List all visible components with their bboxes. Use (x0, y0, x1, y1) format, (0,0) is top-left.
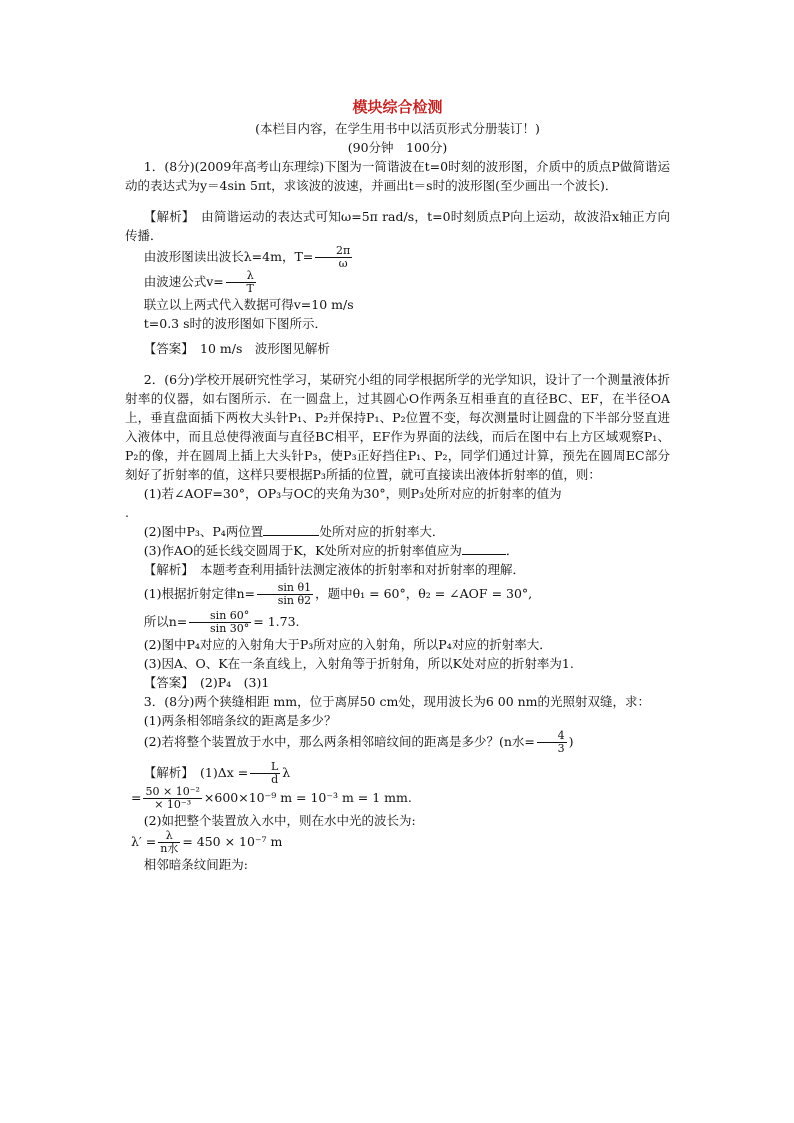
q2-sub2 (125, 522, 670, 541)
answer-blank (462, 542, 506, 555)
q3-analysis-4 (125, 830, 670, 855)
page-subtitle: (本栏目内容，在学生用书中以活页形式分册装订！) (255, 121, 540, 136)
q2-a2-text: 所以n= (143, 614, 188, 629)
q3-a2-post: ×600×10⁻⁹ m = 10⁻³ m = 1 mm. (203, 790, 412, 805)
q3-sub2 (125, 730, 670, 755)
q2-sub3-text: (3)作AO的延长线交圆周于K，K处所对应的折射率值应为 (143, 543, 462, 558)
q3-analysis-1 (125, 761, 670, 786)
fraction: $\frac{4}{3}$ (537, 730, 567, 755)
q1-analysis-4: 联立以上两式代入数据可得v=10 m/s (143, 297, 354, 312)
document-page (125, 98, 670, 874)
q1-analysis-1: 【解析】 由简谐运动的表达式可知ω=5π rad/s，t=0时刻质点P向上运动，故波沿x轴正方向传播． (125, 209, 670, 243)
q2-a1-post: ，题中θ₁ = 60°，θ₂ = ∠AOF = 30°, (315, 586, 533, 601)
q3-a1-text: 【解析】 (1)Δx = (143, 765, 249, 780)
q2-analysis-4: (3)因A、O、K在一条直线上，入射角等于折射角，所以K处对应的折射率为1. (143, 656, 574, 671)
time-score: (90分钟 100分) (347, 140, 448, 155)
q2-sub2-text: (2)图中P₃、P₄两位置 (143, 524, 264, 539)
q1-analysis-2 (125, 245, 670, 270)
q2-analysis-3: (2)图中P₄对应的入射角大于P₃所对应的入射角，所以P₄对应的折射率大． (143, 637, 552, 652)
q3-a1-post: λ (282, 765, 291, 780)
answer-blank (263, 523, 319, 536)
q2-sub3 (125, 541, 670, 560)
q3-analysis-2 (125, 786, 670, 811)
q1-analysis-3 (125, 270, 670, 295)
fraction: $\frac{\sin 60^\circ}{\sin 30^\circ}$ (189, 610, 251, 635)
q1-answer: 【答案】 10 m/s 波形图见解析 (143, 341, 330, 356)
fraction: $\frac{L}{d}$ (250, 761, 280, 786)
q2-analysis-1 (125, 582, 670, 607)
fraction: $\frac{2\pi}{\omega}$ (315, 245, 352, 270)
q3-analysis-3: (2)如把整个装置放入水中，则在水中光的波长为: (143, 813, 416, 828)
q2-sub2-end: 处所对应的折射率大． (319, 524, 445, 539)
q2-analysis-2 (125, 610, 670, 635)
fraction: $\frac{\lambda}{T}$ (226, 270, 256, 295)
q3-a2-text: = (131, 790, 142, 805)
q2-sub1-end: . (125, 505, 129, 520)
q3-a4-text: λ′ = (131, 834, 157, 849)
fraction: $\frac{\text{50 × 10⁻²}}{\text{× 10⁻³}}$ (145, 785, 200, 811)
q3-a4-post: = 450 × 10⁻⁷ m (182, 834, 283, 849)
q3-sub2-text: (2)若将整个装置放于水中，那么两条相邻暗纹间的距离是多少？(n水= (143, 734, 535, 749)
q2-text: 2．(6分)学校开展研究性学习，某研究小组的同学根据所学的光学知识，设计了一个测量液体折射率的仪器，如右图所示．在一圆盘上，过其圆心O作两条互相垂直的直径BC、EF，在半径OA上，垂直盘面插下两枚大头针P₁、P₂并保持P₁、P₂位置不变，每次测量时让圆盘的下半部分竖直进入液体中，而且总使得液面与直径BC相平，EF作为界面的法线，而后在图中右上方区域观察P₁、P₂的像，并在圆周上插上大头针P₃，使P₃正好挡住P₁、P₂，同学们通过计算，预先在圆周EC部分刻好了折射率的值，这样只要根据P₃所插的位置，就可直接读出液体折射率的值，则： (125, 372, 670, 482)
q3-sub1: (1)两条相邻暗条纹的距离是多少？ (143, 713, 337, 728)
q3-text: 3．(8分)两个狭缝相距 mm，位于离屏50 cm处，现用波长为6 00 nm的光照射双缝，求： (143, 694, 651, 709)
q2-sub1 (125, 484, 670, 503)
q1-text: 1．(8分)(2009年高考山东理综)下图为一简谐波在t=0时刻的波形图，介质中的质点P做简谐运动的表达式为y＝4sin 5πt，求该波的波速，并画出t＝s时的波形图(至少画出一个波长)． (125, 159, 670, 193)
q1-analysis-5: t=0.3 s时的波形图如下图所示． (143, 316, 328, 331)
q3-sub2-end: ) (568, 734, 574, 749)
q2-a1-text: (1)根据折射定律n= (143, 586, 255, 601)
q1-analysis-2-text: 由波形图读出波长λ=4m，T= (143, 249, 314, 264)
page-title: 模块综合检测 (352, 98, 443, 116)
fraction: $\frac{\lambda}{\text{n水}}$ (160, 829, 179, 855)
q2-sub1-text: (1)若∠AOF=30°，OP₃与OC的夹角为30°，则P₃处所对应的折射率的值为 (143, 486, 562, 501)
q2-sub3-end: ． (505, 543, 519, 558)
q3-analysis-5: 相邻暗条纹间距为: (143, 857, 248, 872)
q2-analysis-head: 【解析】 本题考查利用插针法测定液体的折射率和对折射率的理解． (143, 562, 526, 577)
q2-answer: 【答案】 (2)P₄ (3)1 (143, 675, 270, 690)
fraction: $\frac{\text{sin θ1}}{\text{sin θ2}}$ (257, 582, 313, 607)
q1-analysis-3-text: 由波速公式v= (143, 274, 224, 289)
q2-a2-post: = 1.73. (253, 614, 300, 629)
